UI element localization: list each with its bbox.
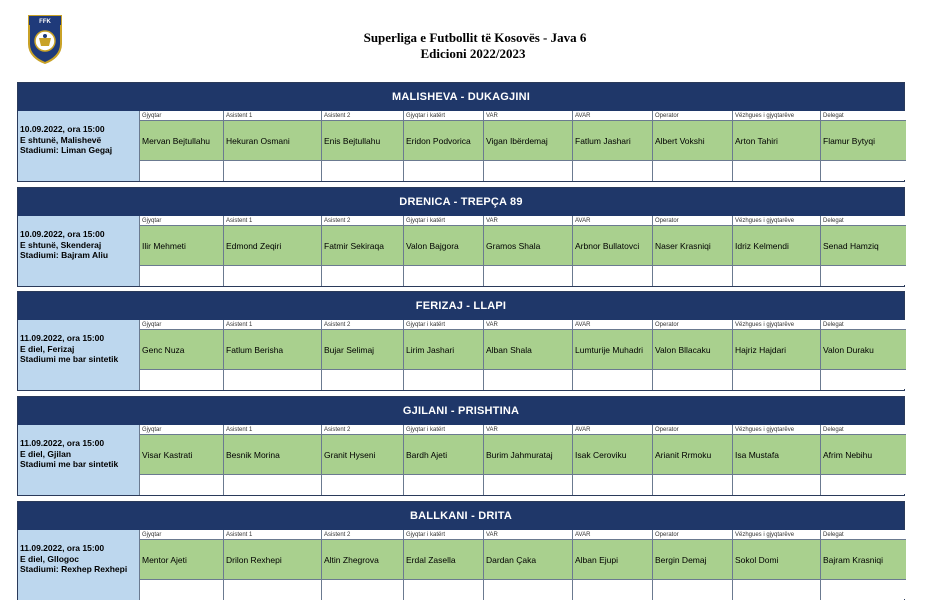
official-role: Delegat <box>821 425 906 435</box>
official-name: Mentor Ajeti <box>140 540 223 580</box>
official-role: AVAR <box>573 216 652 226</box>
match-title: GJILANI - PRISHTINA <box>18 397 904 425</box>
cell-spacer <box>322 580 403 599</box>
official-name: Besnik Morina <box>224 435 321 475</box>
cell-spacer <box>821 266 906 285</box>
official-cell <box>821 216 906 286</box>
match-block <box>17 396 905 496</box>
match-info <box>18 111 140 181</box>
official-cell <box>140 216 224 286</box>
official-cell <box>404 216 484 286</box>
official-role: Asistent 2 <box>322 530 403 540</box>
official-role: Operator <box>653 425 732 435</box>
match-block <box>17 501 905 600</box>
official-name: Lirim Jashari <box>404 330 483 370</box>
official-name: Visar Kastrati <box>140 435 223 475</box>
match-stadium: Stadiumi: Rexhep Rexhepi <box>20 564 128 574</box>
official-cell <box>140 320 224 390</box>
official-role: VAR <box>484 216 572 226</box>
match-title: FERIZAJ - LLAPI <box>18 292 904 320</box>
match-block <box>17 82 905 182</box>
cell-spacer <box>733 266 820 285</box>
page-title: Superliga e Futbollit të Kosovës - Java 6 <box>363 30 587 45</box>
match-title: MALISHEVA - DUKAGJINI <box>18 83 904 111</box>
official-role: Gjyqtar i katërt <box>404 111 483 121</box>
official-role: Operator <box>653 111 732 121</box>
official-role: Delegat <box>821 216 906 226</box>
official-cell <box>733 216 821 286</box>
cell-spacer <box>653 580 732 599</box>
match-date: 10.09.2022, ora 15:00 <box>20 124 105 134</box>
official-name: Fatlum Berisha <box>224 330 321 370</box>
cell-spacer <box>322 475 403 494</box>
official-cell <box>733 425 821 495</box>
official-name: Dardan Çaka <box>484 540 572 580</box>
cell-spacer <box>404 580 483 599</box>
official-role: Gjyqtar <box>140 111 223 121</box>
official-cell <box>484 111 573 181</box>
match-details <box>18 111 904 181</box>
official-cell <box>653 425 733 495</box>
match-day-city: E shtunë, Skenderaj <box>20 239 102 250</box>
official-cell <box>733 530 821 600</box>
official-role: Gjyqtar <box>140 216 223 226</box>
cell-spacer <box>573 580 652 599</box>
official-cell <box>224 216 322 286</box>
official-name: Senad Hamziq <box>821 226 906 266</box>
official-cell <box>224 425 322 495</box>
match-date: 11.09.2022, ora 15:00 <box>20 438 105 448</box>
match-stadium: Stadiumi: Bajram Aliu <box>20 250 109 260</box>
match-block <box>17 187 905 287</box>
cell-spacer <box>653 266 732 285</box>
official-role: Gjyqtar i katërt <box>404 216 483 226</box>
official-name: Isak Ceroviku <box>573 435 652 475</box>
official-role: VAR <box>484 530 572 540</box>
official-role: VAR <box>484 320 572 330</box>
official-role: Gjyqtar <box>140 530 223 540</box>
official-cell <box>821 425 906 495</box>
match-info <box>18 425 140 495</box>
official-cell <box>404 320 484 390</box>
cell-spacer <box>224 580 321 599</box>
official-name: Enis Bejtullahu <box>322 121 403 161</box>
official-cell <box>733 320 821 390</box>
match-day-city: E diel, Gjilan <box>20 448 72 459</box>
cell-spacer <box>140 580 223 599</box>
official-cell <box>573 111 653 181</box>
official-cell <box>653 216 733 286</box>
cell-spacer <box>733 161 820 180</box>
cell-spacer <box>224 266 321 285</box>
cell-spacer <box>322 161 403 180</box>
official-cell <box>322 320 404 390</box>
official-cell <box>573 320 653 390</box>
official-role: Delegat <box>821 111 906 121</box>
official-cell <box>484 530 573 600</box>
match-title: DRENICA - TREPÇA 89 <box>18 188 904 216</box>
official-name: Sokol Domi <box>733 540 820 580</box>
official-cell <box>821 530 906 600</box>
match-details <box>18 320 904 390</box>
match-day-city: E diel, Gllogoc <box>20 553 80 564</box>
official-name: Alban Ejupi <box>573 540 652 580</box>
official-role: Operator <box>653 320 732 330</box>
official-name: Flamur Bytyqi <box>821 121 906 161</box>
official-cell <box>653 320 733 390</box>
match-info <box>18 320 140 390</box>
official-cell <box>573 530 653 600</box>
match-day-city: E shtunë, Malishevë <box>20 134 102 145</box>
match-date: 11.09.2022, ora 15:00 <box>20 543 105 553</box>
official-name: Valon Bllacaku <box>653 330 732 370</box>
official-cell <box>653 530 733 600</box>
official-role: Asistent 2 <box>322 216 403 226</box>
official-name: Arianit Rrmoku <box>653 435 732 475</box>
official-role: Asistent 2 <box>322 320 403 330</box>
cell-spacer <box>821 580 906 599</box>
official-cell <box>484 320 573 390</box>
cell-spacer <box>404 161 483 180</box>
official-name: Alban Shala <box>484 330 572 370</box>
match-info <box>18 216 140 286</box>
official-cell <box>140 111 224 181</box>
official-cell <box>224 111 322 181</box>
official-cell <box>733 111 821 181</box>
official-name: Lumturije Muhadri <box>573 330 652 370</box>
official-cell <box>322 530 404 600</box>
official-role: Vëzhgues i gjyqtarëve <box>733 425 820 435</box>
cell-spacer <box>821 370 906 389</box>
official-role: AVAR <box>573 425 652 435</box>
match-day-city: E diel, Ferizaj <box>20 343 75 354</box>
official-role: AVAR <box>573 530 652 540</box>
official-name: Arbnor Bullatovci <box>573 226 652 266</box>
official-name: Ilir Mehmeti <box>140 226 223 266</box>
official-role: VAR <box>484 111 572 121</box>
official-cell <box>821 111 906 181</box>
official-cell <box>322 111 404 181</box>
official-role: Gjyqtar <box>140 425 223 435</box>
cell-spacer <box>224 370 321 389</box>
official-name: Arton Tahiri <box>733 121 820 161</box>
official-cell <box>140 530 224 600</box>
match-stadium: Stadiumi: Liman Gegaj <box>20 145 113 155</box>
cell-spacer <box>140 475 223 494</box>
cell-spacer <box>140 370 223 389</box>
match-stadium: Stadiumi me bar sintetik <box>20 459 119 469</box>
official-role: Vëzhgues i gjyqtarëve <box>733 216 820 226</box>
official-name: Altin Zhegrova <box>322 540 403 580</box>
cell-spacer <box>573 266 652 285</box>
cell-spacer <box>733 580 820 599</box>
official-role: Gjyqtar i katërt <box>404 425 483 435</box>
official-cell <box>484 425 573 495</box>
official-cell <box>484 216 573 286</box>
official-role: AVAR <box>573 320 652 330</box>
official-role: Asistent 2 <box>322 111 403 121</box>
official-role: Vëzhgues i gjyqtarëve <box>733 530 820 540</box>
official-name: Isa Mustafa <box>733 435 820 475</box>
cell-spacer <box>821 161 906 180</box>
cell-spacer <box>653 370 732 389</box>
official-cell <box>224 530 322 600</box>
match-stadium: Stadiumi me bar sintetik <box>20 354 119 364</box>
cell-spacer <box>653 475 732 494</box>
cell-spacer <box>484 580 572 599</box>
page-header <box>0 30 930 62</box>
match-info <box>18 530 140 600</box>
official-cell <box>404 530 484 600</box>
official-name: Bujar Selimaj <box>322 330 403 370</box>
official-role: Gjyqtar i katërt <box>404 530 483 540</box>
cell-spacer <box>733 475 820 494</box>
official-name: Burim Jahmurataj <box>484 435 572 475</box>
official-role: Asistent 1 <box>224 530 321 540</box>
official-cell <box>404 111 484 181</box>
official-role: Asistent 1 <box>224 216 321 226</box>
cell-spacer <box>224 161 321 180</box>
official-name: Naser Krasniqi <box>653 226 732 266</box>
official-name: Bergin Demaj <box>653 540 732 580</box>
official-name: Fatmir Sekiraqa <box>322 226 403 266</box>
official-name: Bardh Ajeti <box>404 435 483 475</box>
official-role: Gjyqtar <box>140 320 223 330</box>
official-name: Idriz Kelmendi <box>733 226 820 266</box>
cell-spacer <box>322 370 403 389</box>
official-cell <box>653 111 733 181</box>
match-date: 10.09.2022, ora 15:00 <box>20 229 105 239</box>
official-role: Operator <box>653 530 732 540</box>
official-cell <box>322 216 404 286</box>
official-name: Hekuran Osmani <box>224 121 321 161</box>
match-block <box>17 291 905 391</box>
official-name: Afrim Nebihu <box>821 435 906 475</box>
cell-spacer <box>573 161 652 180</box>
official-name: Valon Duraku <box>821 330 906 370</box>
official-cell <box>404 425 484 495</box>
cell-spacer <box>140 161 223 180</box>
cell-spacer <box>821 475 906 494</box>
match-details <box>18 216 904 286</box>
official-role: AVAR <box>573 111 652 121</box>
cell-spacer <box>140 266 223 285</box>
official-role: Asistent 1 <box>224 111 321 121</box>
official-cell <box>322 425 404 495</box>
cell-spacer <box>653 161 732 180</box>
official-role: Delegat <box>821 530 906 540</box>
cell-spacer <box>484 266 572 285</box>
match-date: 11.09.2022, ora 15:00 <box>20 333 105 343</box>
official-role: Vëzhgues i gjyqtarëve <box>733 320 820 330</box>
official-name: Edmond Zeqiri <box>224 226 321 266</box>
official-cell <box>821 320 906 390</box>
cell-spacer <box>322 266 403 285</box>
official-role: Vëzhgues i gjyqtarëve <box>733 111 820 121</box>
official-name: Genc Nuza <box>140 330 223 370</box>
official-name: Albert Vokshi <box>653 121 732 161</box>
official-role: Asistent 1 <box>224 320 321 330</box>
match-details <box>18 530 904 600</box>
match-title: BALLKANI - DRITA <box>18 502 904 530</box>
svg-text:FFK: FFK <box>39 19 51 25</box>
official-cell <box>224 320 322 390</box>
cell-spacer <box>484 370 572 389</box>
official-name: Vigan Ibërdemaj <box>484 121 572 161</box>
cell-spacer <box>573 475 652 494</box>
official-role: VAR <box>484 425 572 435</box>
official-role: Gjyqtar i katërt <box>404 320 483 330</box>
cell-spacer <box>484 161 572 180</box>
cell-spacer <box>404 266 483 285</box>
official-role: Operator <box>653 216 732 226</box>
official-cell <box>573 216 653 286</box>
official-role: Delegat <box>821 320 906 330</box>
official-name: Gramos Shala <box>484 226 572 266</box>
cell-spacer <box>733 370 820 389</box>
official-name: Granit Hyseni <box>322 435 403 475</box>
official-cell <box>573 425 653 495</box>
cell-spacer <box>573 370 652 389</box>
official-role: Asistent 2 <box>322 425 403 435</box>
official-name: Valon Bajgora <box>404 226 483 266</box>
cell-spacer <box>404 475 483 494</box>
official-name: Drilon Rexhepi <box>224 540 321 580</box>
page-subtitle: Edicioni 2022/2023 <box>420 46 526 61</box>
official-name: Erdal Zasella <box>404 540 483 580</box>
official-name: Mervan Bejtullahu <box>140 121 223 161</box>
cell-spacer <box>484 475 572 494</box>
cell-spacer <box>404 370 483 389</box>
cell-spacer <box>224 475 321 494</box>
official-name: Hajriz Hajdari <box>733 330 820 370</box>
official-role: Asistent 1 <box>224 425 321 435</box>
official-name: Eridon Podvorica <box>404 121 483 161</box>
official-cell <box>140 425 224 495</box>
match-details <box>18 425 904 495</box>
official-name: Fatlum Jashari <box>573 121 652 161</box>
official-name: Bajram Krasniqi <box>821 540 906 580</box>
